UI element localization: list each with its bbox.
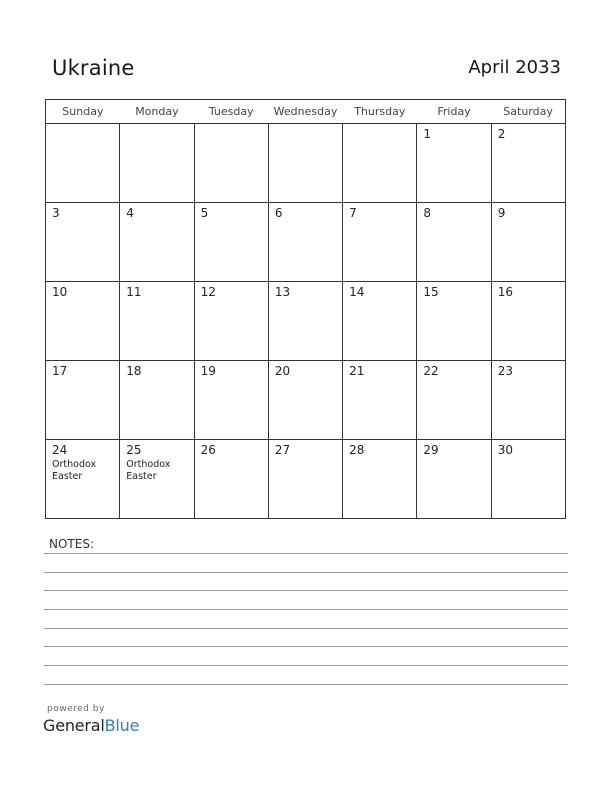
calendar-day-cell (120, 440, 194, 519)
weekday-header: Tuesday (194, 100, 268, 124)
weekday-header: Wednesday (268, 100, 342, 124)
note-line (44, 646, 568, 647)
powered-by-text: powered by (47, 704, 105, 714)
calendar-day-cell (268, 282, 342, 361)
calendar-week-row (46, 124, 566, 203)
day-number: 23 (497, 364, 513, 378)
holiday-label: Orthodox (126, 459, 171, 470)
calendar-month-title: April 2033 (468, 57, 561, 78)
calendar-day-cell (268, 124, 342, 203)
calendar-day-cell (194, 282, 268, 361)
day-number: 29 (423, 443, 439, 457)
generalblue-logo (43, 716, 139, 735)
calendar-day-cell (491, 361, 565, 440)
calendar-day-cell (417, 203, 491, 282)
calendar-day-cell (417, 440, 491, 519)
day-number: 25 (126, 443, 142, 457)
note-line (44, 553, 568, 554)
weekday-header-row (46, 100, 566, 124)
calendar-country-title: Ukraine (52, 56, 135, 80)
holiday-label: Easter (126, 471, 157, 482)
day-number: 15 (423, 285, 439, 299)
weekday-header: Monday (120, 100, 194, 124)
calendar-day-cell (491, 440, 565, 519)
day-number: 19 (200, 364, 216, 378)
day-number: 2 (497, 127, 506, 141)
day-number: 11 (126, 285, 142, 299)
calendar-body (46, 124, 566, 519)
day-number: 26 (200, 443, 216, 457)
weekday-header: Friday (417, 100, 491, 124)
calendar-day-cell (120, 203, 194, 282)
calendar-day-cell (46, 440, 120, 519)
brand-blue: Blue (104, 716, 140, 735)
note-line (44, 590, 568, 591)
brand-general: General (43, 716, 105, 735)
calendar-day-cell (491, 203, 565, 282)
calendar-week-row (46, 361, 566, 440)
calendar-day-cell (46, 203, 120, 282)
day-number: 8 (423, 206, 432, 220)
note-line (44, 609, 568, 610)
note-line (44, 628, 568, 629)
notes-label: NOTES: (49, 537, 94, 551)
calendar-day-cell (268, 440, 342, 519)
calendar-day-cell (343, 440, 417, 519)
day-number: 7 (349, 206, 357, 220)
day-number: 21 (349, 364, 365, 378)
day-number: 6 (274, 206, 283, 220)
day-number: 13 (274, 285, 291, 299)
day-number: 16 (497, 285, 513, 299)
calendar-grid (45, 99, 566, 519)
day-number: 22 (423, 364, 439, 378)
calendar-day-cell (120, 124, 194, 203)
calendar-day-cell (194, 124, 268, 203)
day-number: 30 (497, 443, 513, 457)
note-line (44, 665, 568, 666)
day-number: 17 (52, 364, 68, 378)
calendar-day-cell (194, 440, 268, 519)
calendar-week-row (46, 282, 566, 361)
calendar-day-cell (343, 361, 417, 440)
day-number: 9 (497, 206, 506, 220)
calendar-day-cell (268, 361, 342, 440)
day-number: 3 (52, 206, 60, 220)
holiday-label: Orthodox (52, 459, 97, 470)
day-number: 1 (423, 127, 432, 141)
day-number: 10 (52, 285, 68, 299)
calendar-day-cell (343, 282, 417, 361)
holiday-label: Easter (52, 471, 83, 482)
calendar-day-cell (46, 124, 120, 203)
day-number: 5 (200, 206, 209, 220)
day-number: 12 (200, 285, 216, 299)
day-number: 20 (274, 364, 291, 378)
day-number: 4 (126, 206, 134, 220)
calendar-day-cell (343, 124, 417, 203)
calendar-day-cell (343, 203, 417, 282)
calendar-day-cell (417, 361, 491, 440)
calendar-week-row (46, 440, 566, 519)
calendar-day-cell (120, 282, 194, 361)
calendar-day-cell (194, 361, 268, 440)
calendar-day-cell (417, 124, 491, 203)
note-line (44, 572, 568, 573)
day-number: 14 (349, 285, 365, 299)
day-number: 24 (52, 443, 68, 457)
calendar-week-row (46, 203, 566, 282)
calendar-day-cell (194, 203, 268, 282)
calendar-day-cell (120, 361, 194, 440)
day-number: 28 (349, 443, 365, 457)
weekday-header: Sunday (46, 100, 120, 124)
calendar-day-cell (46, 361, 120, 440)
calendar-day-cell (46, 282, 120, 361)
calendar-day-cell (491, 124, 565, 203)
weekday-header: Saturday (491, 100, 565, 124)
calendar-day-cell (491, 282, 565, 361)
day-number: 27 (274, 443, 291, 457)
weekday-header: Thursday (343, 100, 417, 124)
calendar-day-cell (268, 203, 342, 282)
calendar-day-cell (417, 282, 491, 361)
note-line (44, 684, 568, 685)
day-number: 18 (126, 364, 142, 378)
